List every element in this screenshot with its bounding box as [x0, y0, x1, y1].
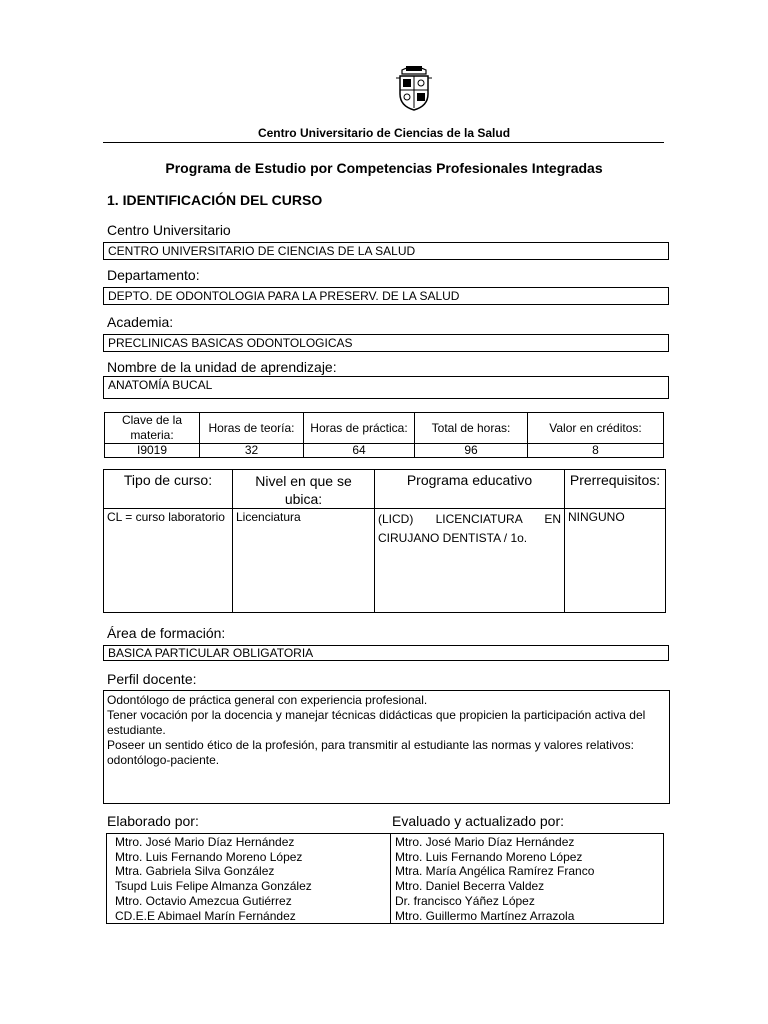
departamento-value: DEPTO. DE ODONTOLOGIA PARA LA PRESERV. DE LA SALUD: [103, 287, 669, 305]
evaluado-name: Dr. francisco Yáñez López: [395, 893, 535, 908]
header-creditos: Valor en créditos:: [528, 413, 664, 444]
elaborado-name: Mtro. Octavio Amezcua Gutiérrez: [115, 893, 292, 908]
value-horas-teoria: 32: [200, 444, 304, 458]
value-creditos: 8: [528, 444, 664, 458]
perfil-line: Tener vocación por la docencia y manejar técnicas didácticas que propicien la participación activa del estudiante.: [107, 708, 646, 737]
authors-divider: [390, 834, 391, 923]
unidad-value: ANATOMÍA BUCAL: [103, 376, 669, 399]
center-title: Centro Universitario de Ciencias de la Salud: [257, 126, 511, 140]
value-horas-practica: 64: [304, 444, 415, 458]
departamento-label: Departamento:: [107, 267, 200, 283]
evaluado-name: Mtro. José Mario Díaz Hernández: [395, 835, 575, 849]
centro-value: CENTRO UNIVERSITARIO DE CIENCIAS DE LA SALUD: [103, 242, 669, 260]
centro-label: Centro Universitario: [107, 222, 231, 238]
authors-box: [106, 833, 664, 924]
header-divider: [103, 142, 664, 143]
unidad-label: Nombre de la unidad de aprendizaje:: [107, 359, 337, 375]
evaluado-name: Mtro. Guillermo Martínez Arrazola: [395, 908, 575, 923]
area-value: BASICA PARTICULAR OBLIGATORIA: [103, 645, 669, 661]
section-title: 1. IDENTIFICACIÓN DEL CURSO: [107, 192, 323, 208]
header-horas-teoria: Horas de teoría:: [200, 413, 304, 444]
evaluado-name: Mtra. María Angélica Ramírez Franco: [395, 864, 595, 879]
header-total-horas: Total de horas:: [415, 413, 528, 444]
header-programa: Programa educativo: [375, 470, 565, 509]
evaluado-name: Mtro. Luis Fernando Moreno López: [395, 849, 583, 864]
value-programa: (LICD) LICENCIATURA EN CIRUJANO DENTISTA / 1o.: [375, 509, 565, 613]
elaborado-name: Mtra. Gabriela Silva González: [115, 864, 275, 879]
course-type-table: [103, 469, 666, 613]
header-clave: Clave de la materia:: [105, 413, 200, 444]
elaborado-name: Mtro. José Mario Díaz Hernández: [115, 835, 295, 849]
evaluado-list: [395, 835, 594, 923]
academia-value: PRECLINICAS BASICAS ODONTOLOGICAS: [103, 334, 669, 352]
value-nivel: Licenciatura: [233, 509, 375, 613]
value-tipo-curso: CL = curso laboratorio: [104, 509, 233, 613]
elaborado-name: Tsupd Luis Felipe Almanza González: [115, 879, 312, 894]
header-nivel: Nivel en que se ubica:: [233, 470, 375, 509]
value-prerrequisitos: NINGUNO: [565, 509, 666, 613]
value-clave: I9019: [105, 444, 200, 458]
university-crest-icon: [394, 64, 434, 112]
header-prerrequisitos: Prerrequisitos:: [565, 470, 666, 509]
academia-label: Academia:: [107, 314, 174, 330]
perfil-line: Odontólogo de práctica general con experiencia profesional.: [107, 693, 428, 707]
header-horas-practica: Horas de práctica:: [304, 413, 415, 444]
elaborado-name: Mtro. Luis Fernando Moreno López: [115, 849, 303, 864]
elaborado-name: CD.E.E Abimael Marín Fernández: [115, 908, 296, 923]
evaluado-name: Mtro. Daniel Becerra Valdez: [395, 879, 545, 894]
value-total-horas: 96: [415, 444, 528, 458]
elaborado-list: [115, 835, 312, 923]
elaborado-label: Elaborado por:: [107, 813, 199, 829]
perfil-label: Perfil docente:: [107, 671, 197, 687]
course-info-table: [104, 412, 664, 458]
perfil-line: Poseer un sentido ético de la profesión, para transmitir al estudiante las normas y valores relativos: odontólogo-paciente.: [107, 738, 634, 767]
program-title: Programa de Estudio por Competencias Profesionales Integradas: [165, 160, 603, 176]
evaluado-label: Evaluado y actualizado por:: [392, 813, 564, 829]
area-label: Área de formación:: [107, 625, 226, 641]
header-tipo-curso: Tipo de curso:: [104, 470, 233, 509]
perfil-box: [103, 690, 670, 804]
